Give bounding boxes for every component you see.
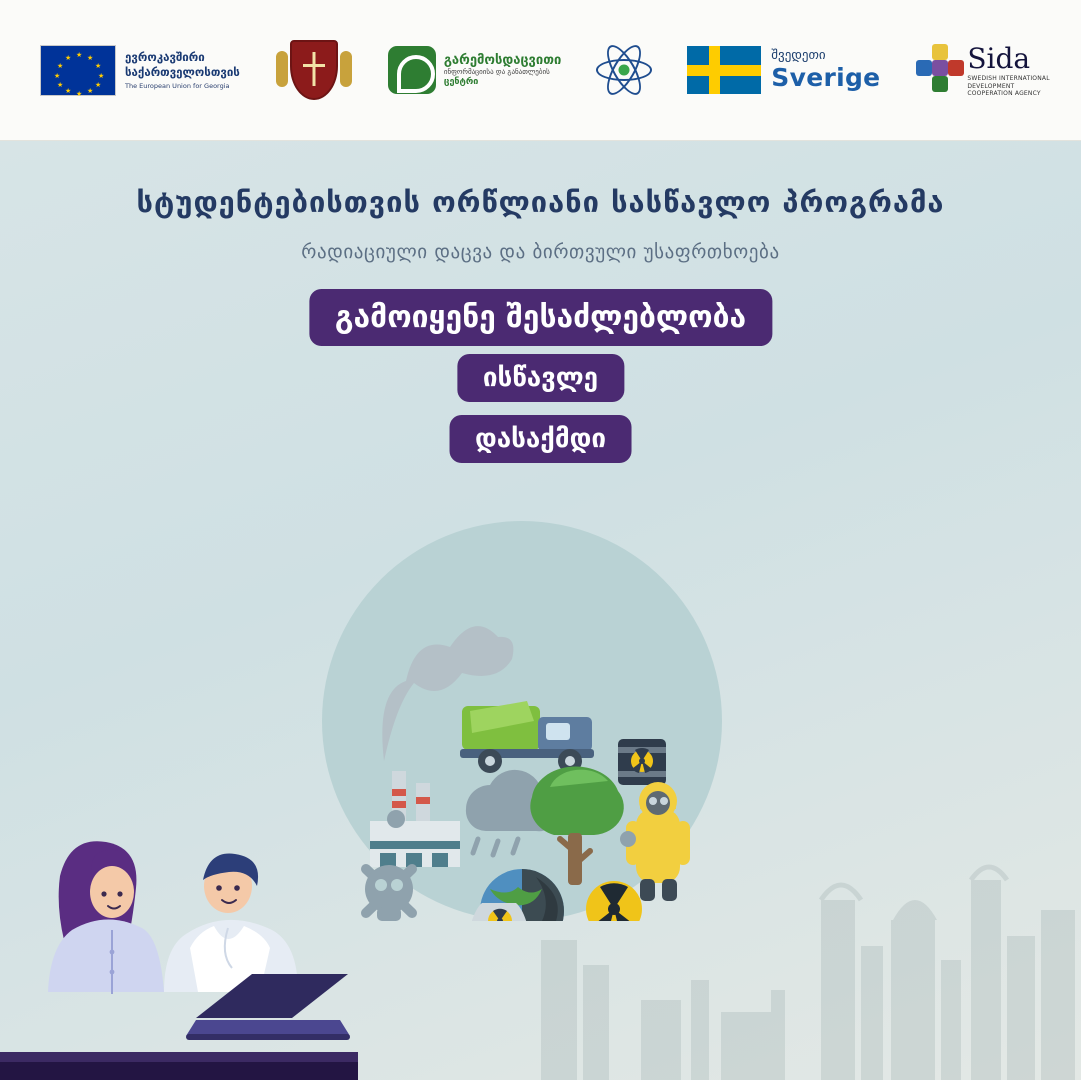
logo-sida — [914, 42, 1081, 98]
poster-body — [0, 141, 1081, 1080]
waste-label-line1: გარემოსდაცვითი — [443, 53, 562, 69]
waste-centre-logo-icon — [388, 46, 436, 94]
eu-label-line2: საქართველოსთვის — [125, 64, 240, 79]
tree-icon — [530, 767, 624, 885]
sida-label-sub2: COOPERATION AGENCY — [967, 90, 1041, 98]
sida-label-name: Sida — [967, 42, 1031, 76]
atom-icon — [595, 41, 653, 99]
waste-label-line3: ცენტრი — [443, 76, 479, 87]
sweden-flag-icon — [687, 46, 761, 94]
eu-label-line1: ევროკავშირი — [125, 50, 205, 65]
logo-environmental-information-centre — [388, 46, 561, 94]
badge-opportunity: გამოიყენე შესაძლებლობა — [309, 289, 772, 346]
illustration-group — [322, 521, 722, 921]
badge-employment: დასაქმდი — [449, 415, 632, 463]
logo-sweden — [687, 46, 880, 94]
desk-front — [0, 1062, 358, 1080]
student-woman-icon — [48, 841, 164, 994]
logo-european-union — [40, 45, 240, 96]
sweden-label-line1: შვედეთი — [771, 48, 826, 63]
students-illustration — [0, 780, 380, 1080]
desk-top — [0, 1052, 358, 1062]
sweden-label-line2: Sverige — [771, 63, 881, 92]
eu-label-sub: The European Union for Georgia — [125, 81, 230, 90]
logo-nuclear-agency — [595, 41, 653, 99]
radiation-warning-sign-icon — [586, 881, 642, 921]
radioactive-barrel-icon — [618, 739, 666, 785]
sida-label-sub1: SWEDISH INTERNATIONAL DEVELOPMENT — [967, 75, 1050, 90]
page-title: სტუდენტებისთვის ორწლიანი სასწავლო პროგრამა — [136, 185, 945, 219]
sida-logo-icon — [914, 44, 959, 96]
garbage-truck-icon — [460, 701, 594, 773]
hazmat-worker-icon — [626, 782, 690, 901]
georgia-coat-of-arms-icon — [274, 37, 354, 103]
page-subtitle: რადიაციული დაცვა და ბირთვული უსაფრთხოება — [301, 241, 780, 263]
eu-flag-icon: ★ ★ ★ ★ ★ ★ ★ ★ ★ ★ ★ ★ — [40, 45, 116, 96]
waste-label-line2: ინფორმაციისა და განათლების — [443, 68, 550, 77]
badge-study: ისწავლე — [457, 354, 624, 402]
donor-logo-bar — [0, 0, 1081, 141]
logo-government-of-georgia — [274, 37, 354, 103]
student-man-icon — [164, 854, 298, 992]
